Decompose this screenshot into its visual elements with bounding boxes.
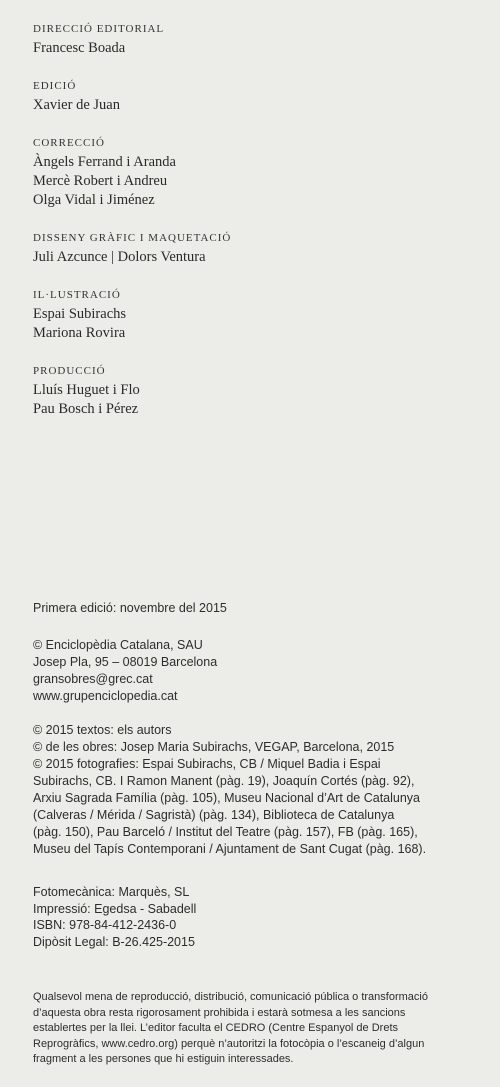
printing-line: Impressió: Egedsa - Sabadell xyxy=(33,901,197,916)
publisher-address: Josep Pla, 95 – 08019 Barcelona xyxy=(33,655,218,669)
copyright-line: © 2015 fotografies: Espai Subirachs, CB / Miquel Badia i Espai xyxy=(33,757,381,771)
copyright-line: © 2015 textos: els autors xyxy=(33,723,172,737)
credit-name: Xavier de Juan xyxy=(33,97,120,113)
credit-name: Francesc Boada xyxy=(33,40,126,56)
publisher-copyright: © Enciclopèdia Catalana, SAU xyxy=(33,638,203,652)
legal-deposit-line: Dipòsit Legal: B-26.425-2015 xyxy=(33,934,195,949)
isbn-line: ISBN: 978-84-412-2436-0 xyxy=(33,918,177,932)
copyright-info xyxy=(33,722,478,858)
credit-name: Mariona Rovira xyxy=(33,325,126,341)
credit-production xyxy=(33,364,473,419)
copyright-line: (Calveras / Mérida / Sagristà) (pàg. 134), Biblioteca de Catalunya xyxy=(33,808,395,822)
copyright-line: Subirachs, CB. I Ramon Manent (pàg. 19), Joaquín Cortés (pàg. 92), xyxy=(33,774,415,788)
copyright-line: © de les obres: Josep Maria Subirachs, VEGAP, Barcelona, 2015 xyxy=(33,740,395,754)
credit-name: Espai Subirachs xyxy=(33,306,127,322)
photomechanics-line: Fotomecànica: Marquès, SL xyxy=(33,885,190,899)
credit-name: Mercè Robert i Andreu xyxy=(33,173,168,189)
publisher-website: www.grupenciclopedia.cat xyxy=(33,689,178,703)
credit-correction xyxy=(33,136,473,210)
credit-edition xyxy=(33,79,473,115)
credit-label: DISSENY GRÀFIC I MAQUETACIÓ xyxy=(33,232,232,244)
production-info xyxy=(33,884,478,950)
credit-label: CORRECCIÓ xyxy=(33,137,105,149)
credit-illustration xyxy=(33,288,473,343)
legal-line: establertes per la llei. L’editor faculta el CEDRO (Centre Espanyol de Drets xyxy=(33,1022,399,1034)
credit-name: Pau Bosch i Pérez xyxy=(33,401,139,417)
credit-editorial-direction xyxy=(33,22,473,58)
legal-line: Qualsevol mena de reproducció, distribució, comunicació pública o transformació xyxy=(33,991,428,1003)
credit-name: Juli Azcunce | Dolors Ventura xyxy=(33,249,206,265)
copyright-line: Arxiu Sagrada Família (pàg. 105), Museu Nacional d’Art de Catalunya xyxy=(33,791,421,805)
credit-label: EDICIÓ xyxy=(33,80,77,92)
credit-name: Olga Vidal i Jiménez xyxy=(33,192,155,208)
credit-graphic-design xyxy=(33,231,473,267)
publisher-info xyxy=(33,637,478,705)
legal-line: fragment a les persones que hi estiguin interessades. xyxy=(33,1053,294,1065)
copyright-line: Museu del Tapís Contemporani / Ajuntament de Sant Cugat (pàg. 168). xyxy=(33,842,427,856)
edition-line: Primera edició: novembre del 2015 xyxy=(33,601,227,615)
credit-name: Lluís Huguet i Flo xyxy=(33,382,140,398)
credit-label: DIRECCIÓ EDITORIAL xyxy=(33,23,165,35)
credit-label: IL·LUSTRACIÓ xyxy=(33,289,121,301)
legal-line: Reprogràfics, www.cedro.org) perquè n’autoritzi la fotocòpia o l’escaneig d’algun xyxy=(33,1037,425,1050)
legal-notice xyxy=(33,990,478,1068)
copyright-line: (pàg. 150), Pau Barceló / Institut del Teatre (pàg. 157), FB (pàg. 165), xyxy=(33,825,418,839)
publisher-email: gransobres@grec.cat xyxy=(33,672,153,686)
credits-section xyxy=(33,22,473,440)
edition-info xyxy=(33,600,478,616)
legal-line: d’aquesta obra resta rigorosament prohibida i estarà sotmesa a les sancions xyxy=(33,1006,406,1019)
credit-label: PRODUCCIÓ xyxy=(33,365,106,377)
credit-name: Àngels Ferrand i Aranda xyxy=(33,154,176,170)
